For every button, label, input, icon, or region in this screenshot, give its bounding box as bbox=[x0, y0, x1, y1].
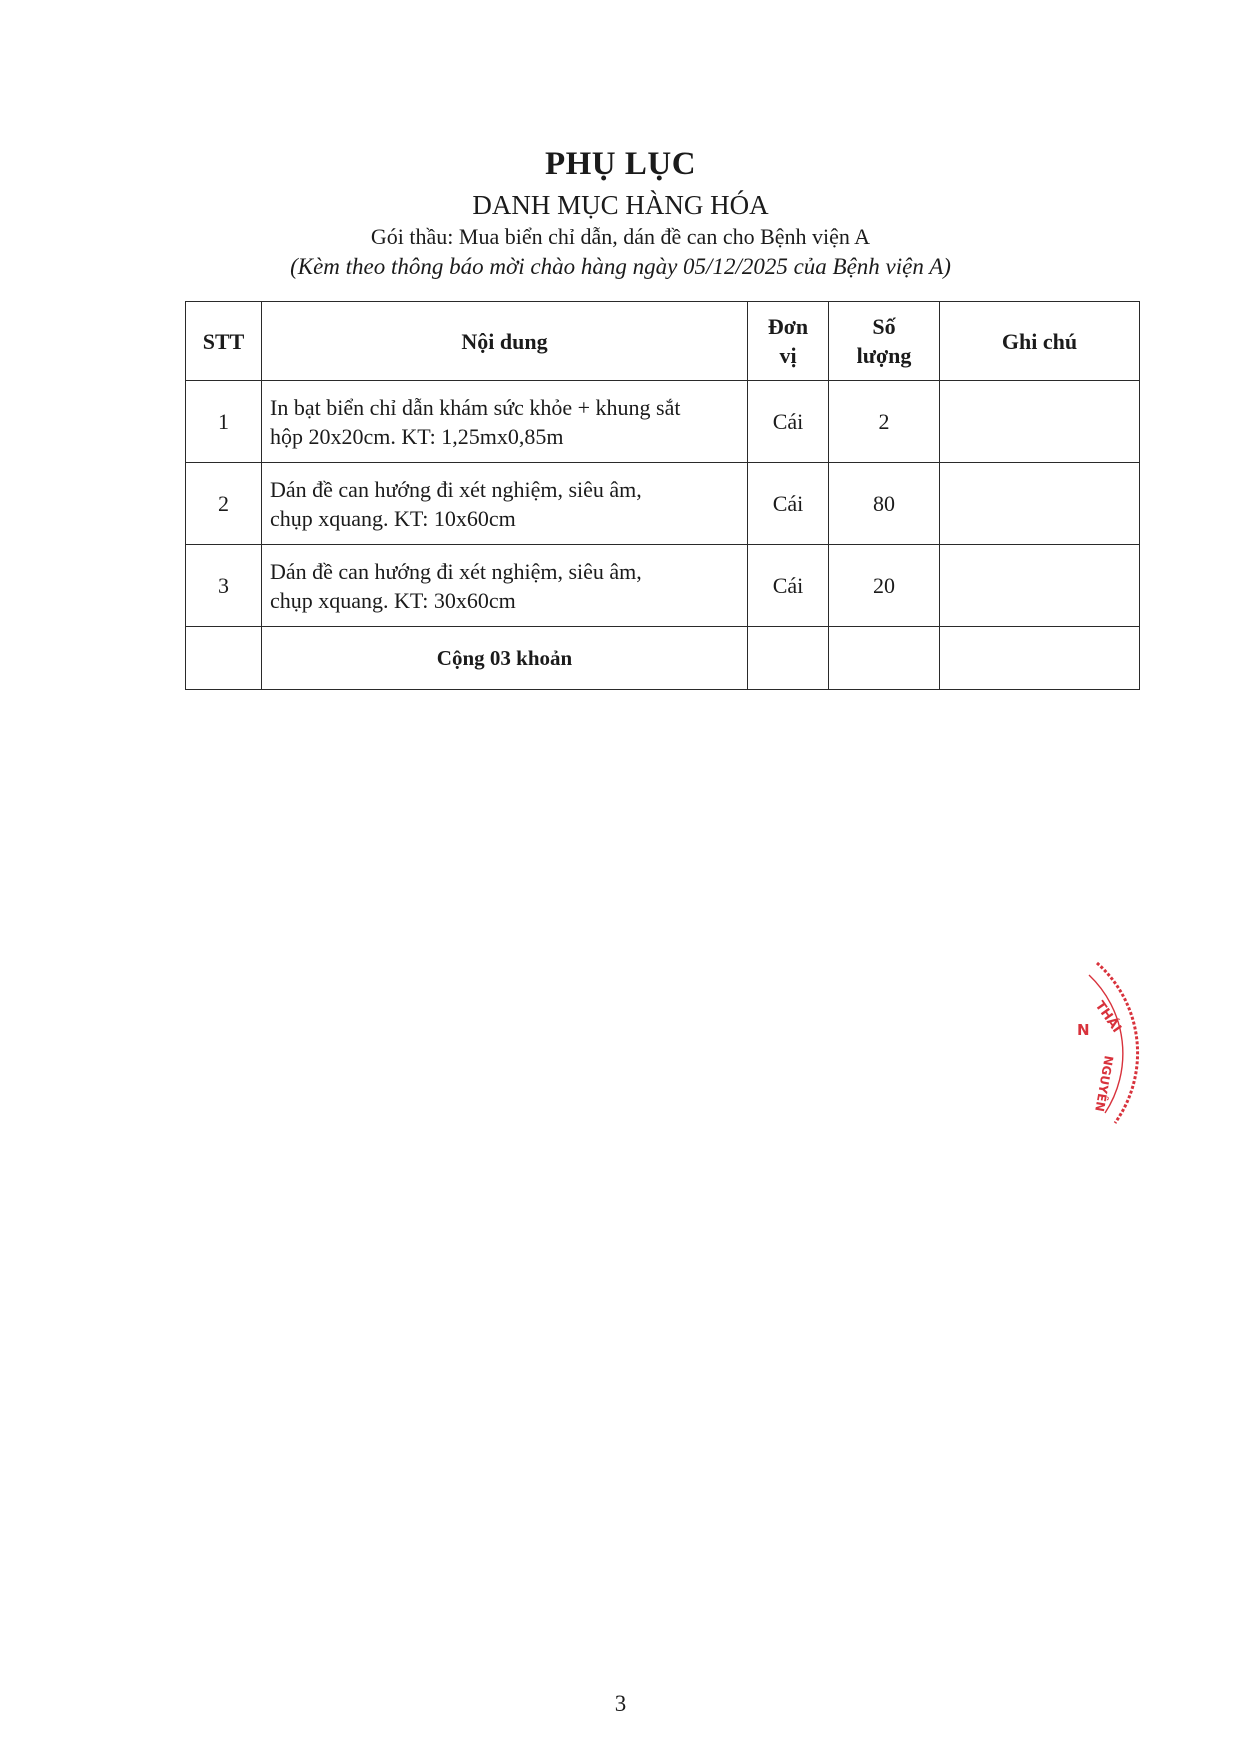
total-label: Cộng 03 khoản bbox=[262, 627, 748, 690]
cell-content bbox=[262, 381, 748, 463]
goods-table bbox=[185, 301, 1140, 690]
header-unit-line1: Đơn bbox=[767, 314, 809, 339]
cell-stt: 2 bbox=[186, 463, 262, 545]
header-unit-line2: vị bbox=[779, 343, 797, 368]
page-subtitle: DANH MỤC HÀNG HÓA bbox=[472, 190, 769, 220]
table-row bbox=[186, 545, 1140, 627]
header-qty-line1: Số bbox=[872, 314, 896, 339]
header-stt: STT bbox=[186, 302, 262, 381]
cell-content-line1: Dán đề can hướng đi xét nghiệm, siêu âm, bbox=[270, 476, 642, 502]
page-number: 3 bbox=[614, 1691, 627, 1716]
table-row bbox=[186, 381, 1140, 463]
cell-stt: 1 bbox=[186, 381, 262, 463]
total-stt-cell bbox=[186, 627, 262, 690]
cell-content-line2: chụp xquang. KT: 30x60cm bbox=[270, 587, 516, 613]
stamp-text-mid: N bbox=[1077, 1021, 1090, 1039]
cell-content-line2: hộp 20x20cm. KT: 1,25mx0,85m bbox=[270, 423, 564, 449]
total-unit-cell bbox=[748, 627, 829, 690]
red-seal-stamp bbox=[1075, 955, 1165, 1135]
cell-note bbox=[940, 381, 1140, 463]
header-content: Nội dung bbox=[262, 302, 748, 381]
header-note: Ghi chú bbox=[940, 302, 1140, 381]
table-header-row bbox=[186, 302, 1140, 381]
attachment-note: (Kèm theo thông báo mời chào hàng ngày 05/12/2025 của Bệnh viện A) bbox=[290, 254, 951, 279]
cell-qty: 2 bbox=[829, 381, 940, 463]
cell-note bbox=[940, 463, 1140, 545]
cell-unit: Cái bbox=[748, 381, 829, 463]
header-unit bbox=[748, 302, 829, 381]
cell-stt: 3 bbox=[186, 545, 262, 627]
cell-content bbox=[262, 545, 748, 627]
stamp-text-top: THÁI bbox=[1091, 998, 1124, 1036]
cell-qty: 80 bbox=[829, 463, 940, 545]
cell-content-line1: In bạt biển chỉ dẫn khám sức khỏe + khung sắt bbox=[270, 394, 681, 420]
cell-content-line1: Dán đề can hướng đi xét nghiệm, siêu âm, bbox=[270, 558, 642, 584]
cell-unit: Cái bbox=[748, 463, 829, 545]
page-title: PHỤ LỤC bbox=[544, 146, 697, 182]
total-qty-cell bbox=[829, 627, 940, 690]
cell-content-line2: chụp xquang. KT: 10x60cm bbox=[270, 505, 516, 531]
package-line: Gói thầu: Mua biển chỉ dẫn, dán đề can cho Bệnh viện A bbox=[370, 224, 871, 249]
cell-note bbox=[940, 545, 1140, 627]
header-qty-line2: lượng bbox=[856, 343, 912, 368]
table-total-row bbox=[186, 627, 1140, 690]
table-row bbox=[186, 463, 1140, 545]
header-qty bbox=[829, 302, 940, 381]
stamp-text-bottom: NGUYÊN bbox=[1092, 1054, 1116, 1113]
cell-content bbox=[262, 463, 748, 545]
cell-unit: Cái bbox=[748, 545, 829, 627]
total-note-cell bbox=[940, 627, 1140, 690]
cell-qty: 20 bbox=[829, 545, 940, 627]
